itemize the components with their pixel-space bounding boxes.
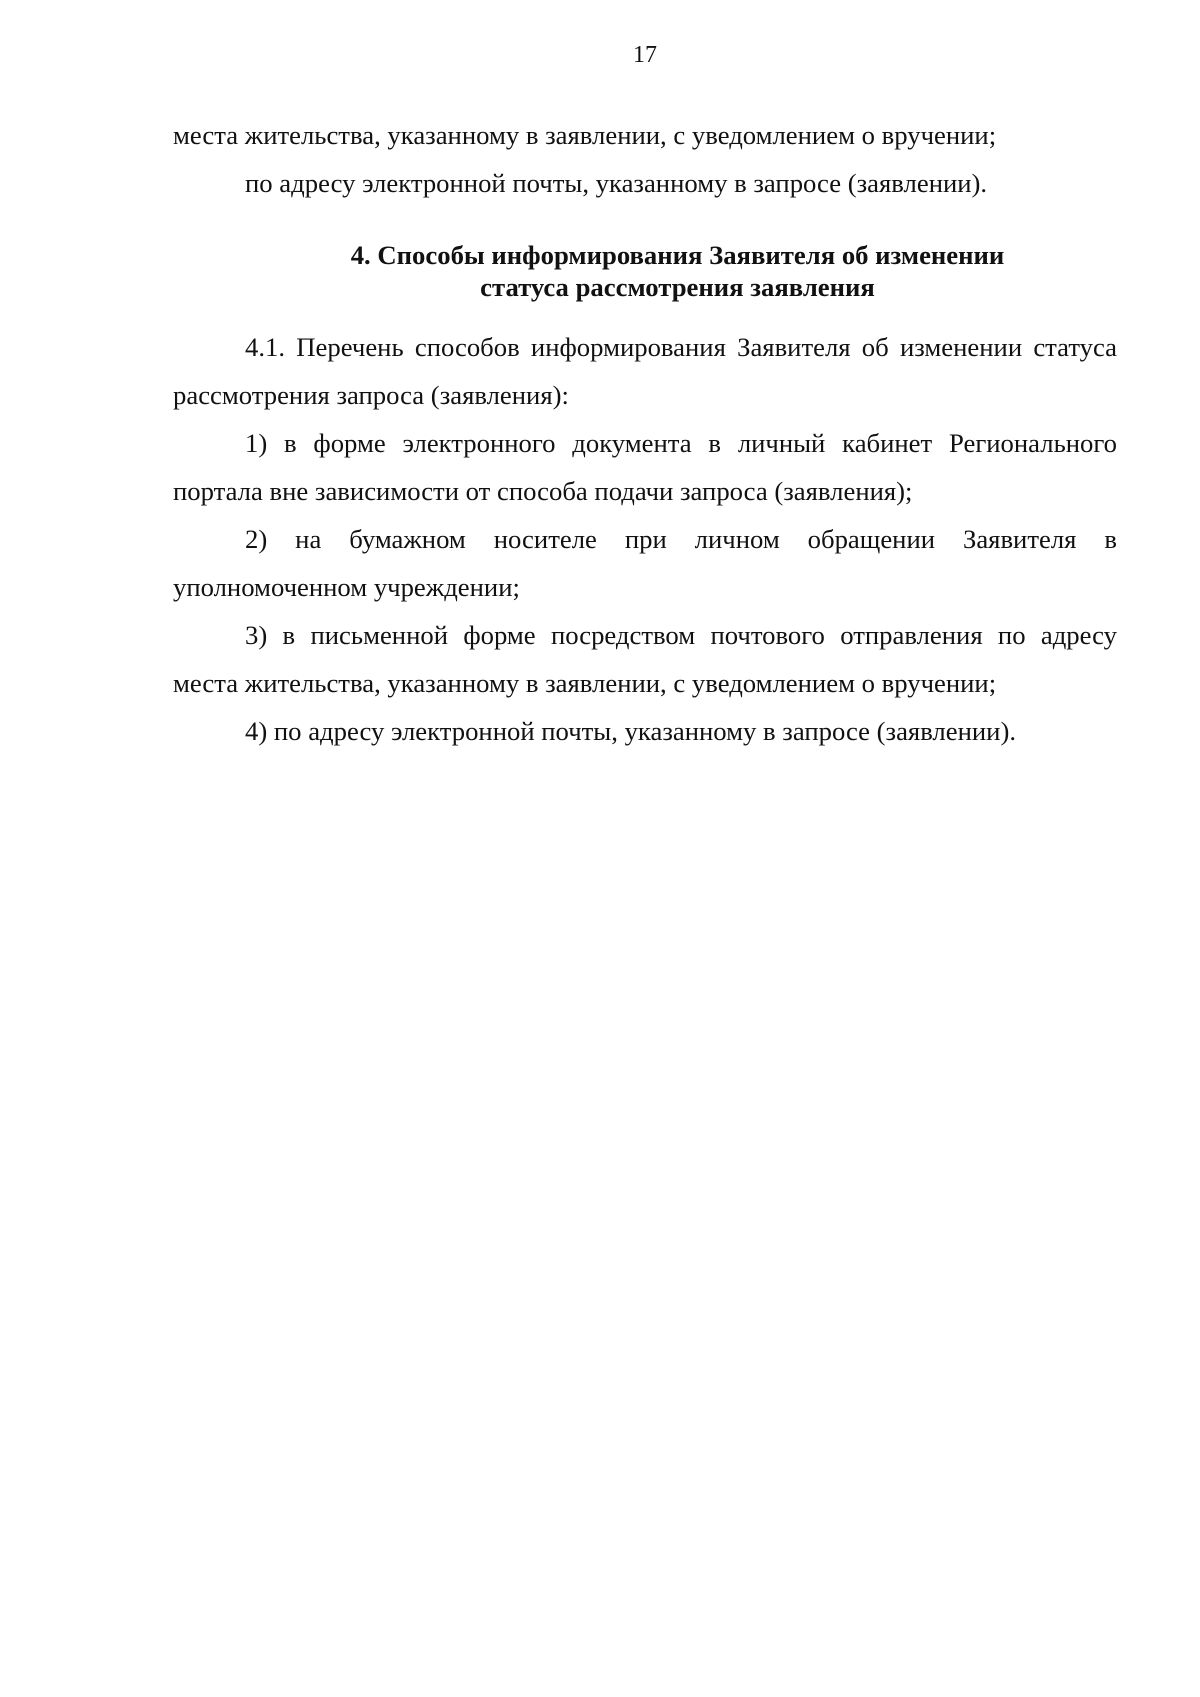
list-item-2: 2) на бумажном носителе при личном обращении Заявителя в уполномоченном учреждении; [173,524,1117,602]
section-heading-line: статуса рассмотрения заявления [480,272,875,302]
section-body [173,323,1117,755]
list-item-1: 1) в форме электронного документа в личный кабинет Регионального портала вне зависимости от способа подачи запроса (заявления); [173,428,1117,506]
continued-line: по адресу электронной почты, указанному в запросе (заявлении). [245,168,988,198]
continued-text [173,111,1117,207]
page-number: 17 [633,42,657,68]
list-item-4: 4) по адресу электронной почты, указанному в запросе (заявлении). [245,716,1017,746]
continued-line: места жительства, указанному в заявлении, с уведомлением о вручении; [173,120,997,150]
section-heading-line: 4. Способы информирования Заявителя об изменении [350,240,1005,270]
list-item-3: 3) в письменной форме посредством почтового отправления по адресу места жительства, указанному в заявлении, с уведомлением о вручении; [173,620,1117,698]
paragraph-4-1: 4.1. Перечень способов информирования Заявителя об изменении статуса рассмотрения запроса (заявления): [173,332,1117,410]
section-heading [173,239,1182,303]
